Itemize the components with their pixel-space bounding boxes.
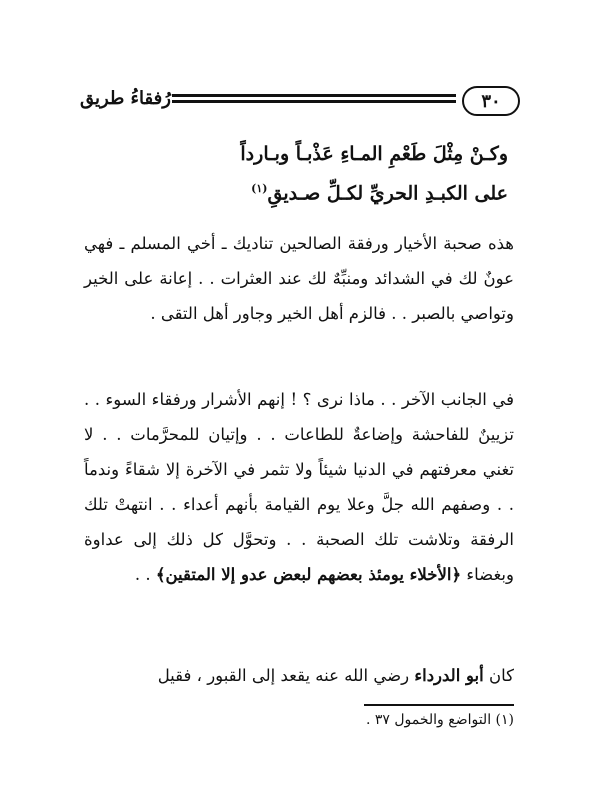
footnote-marker: (١) (251, 182, 268, 195)
paragraph-3-prefix: كان (483, 666, 514, 685)
poem-line-1: وكـنْ مِثْلَ طَعْمِ المـاءِ عَذْبـاً وبـارداً (240, 143, 508, 165)
poem-line-2-text: على الكبـدِ الحريِّ لكـلِّ صـديقِ (267, 182, 508, 205)
header-rule (172, 94, 456, 110)
footnote-divider (364, 704, 514, 706)
running-title: رُفقاءُ طريق (80, 88, 171, 109)
page-header (80, 86, 520, 122)
paragraph-3-text: رضي الله عنه يقعد إلى القبور ، فقيل (157, 666, 415, 685)
paragraph-1: هذه صحبة الأخيار ورفقة الصالحين تناديك ـ أخي المسلم ـ فهي عونٌ لك في الشدائد ومنبِّهٌ لك عند العثرات . . إعانة على الخير وتواصي بالصبر . . فالزم أهل الخير وجاور أهل التقى . (84, 234, 514, 323)
paragraph-2-text: في الجانب الآخر . . ماذا نرى ؟ ! إنهم الأشرار ورفقاء السوء . . تزيينٌ للفاحشة وإضاعةٌ للطاعات . . وإتيان للمحرَّمات . . لا تغني معرفتهم في الدنيا شيئاً ولا تثمر في الآخرة إلا شقاءً وندماً . . وصفهم الله جلَّ وعلا يوم القيامة بأنهم أعداء . . انتهتْ تلك الرفقة وتلاشت تلك الصحبة . . وتحوَّل كل ذلك إلى عداوة وبغضاء (84, 390, 514, 584)
footnote: (١) التواضع والخمول ٣٧ . (365, 712, 514, 728)
paragraph-2 (84, 382, 514, 592)
companion-name: أبو الدرداء (414, 666, 484, 685)
page-number: ٣٠ (462, 86, 520, 116)
poem-line-2 (251, 182, 508, 204)
paragraph-3 (84, 658, 514, 693)
quran-verse: ﴿الأخلاء يومئذ بعضهم لبعض عدو إلا المتقين﴾ (155, 565, 462, 584)
paragraph-2-tail: . . (134, 565, 156, 584)
